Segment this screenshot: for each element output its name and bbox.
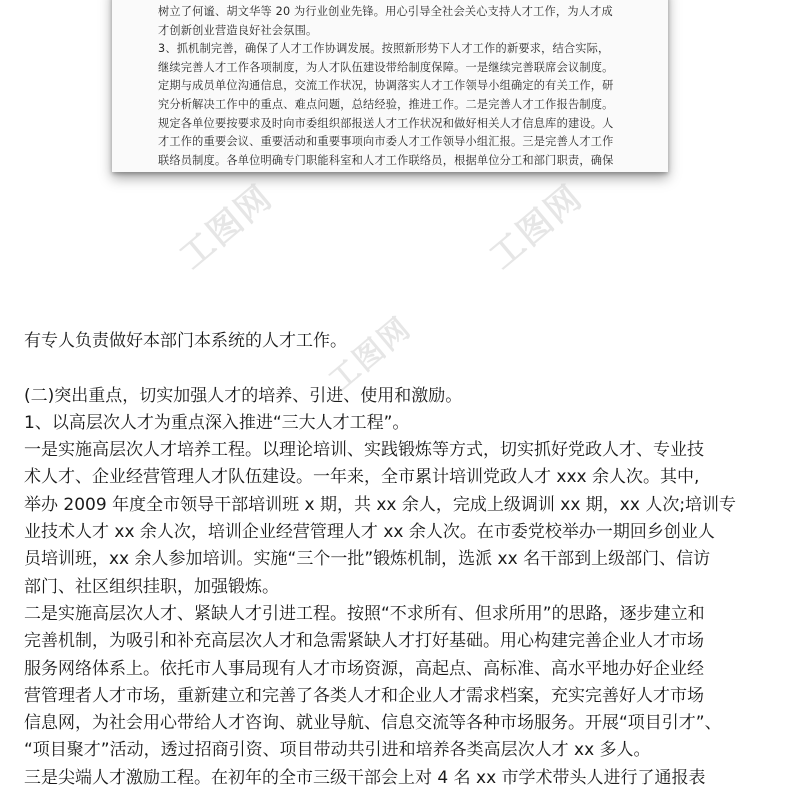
watermark: 工图网 xyxy=(322,310,419,399)
paragraph-line: “项目聚才”活动，透过招商引资、项目带动共引进和培养各类高层次人才 xx 多人。 xyxy=(24,740,651,761)
paragraph-line: 术人才、企业经营管理人才队伍建设。一年来，全市累计培训党政人才 xxx 余人次。其中, xyxy=(24,467,700,488)
preview-line: 定期与成员单位沟通信息，交流工作状况，协调落实人才工作领导小组确定的有关工作，研 xyxy=(158,79,614,93)
paragraph-line: 信息网，为社会用心带给人才咨询、就业导航、信息交流等各种市场服务。开展“项目引才”、 xyxy=(24,713,722,734)
document-body xyxy=(24,328,784,792)
paragraph-line: 有专人负责做好本部门本系统的人才工作。 xyxy=(24,331,347,351)
preview-line: 3、抓机制完善，确保了人才工作协调发展。按照新形势下人才工作的新要求，结合实际， xyxy=(158,42,610,56)
preview-line: 才创新创业营造良好社会氛围。 xyxy=(158,23,318,37)
paragraph-line: 服务网络体系上。依托市人事局现有人才市场资源，高起点、高标准、高水平地办好企业经 xyxy=(24,658,704,679)
paragraph-line: 部门、社区组织挂职，加强锻炼。 xyxy=(24,576,279,597)
section-heading: (二)突出重点，切实加强人才的培养、引进、使用和激励。 xyxy=(24,385,463,406)
watermark: 工图网 xyxy=(172,177,281,278)
preview-line: 究分析解决工作中的重点、难点问题，总结经验，推进工作。二是完善人才工作报告制度。 xyxy=(158,97,614,111)
preview-line: 规定各单位要按要求及时向市委组织部报送人才工作状况和做好相关人才信息库的建设。人 xyxy=(158,116,614,130)
paragraph-line: 一是实施高层次人才培养工程。以理论培训、实践锻炼等方式，切实抓好党政人才、专业技 xyxy=(24,440,704,461)
paragraph-line: 员培训班，xx 余人参加培训。实施“三个一批”锻炼机制，选派 xx 名干部到上级部门、信访 xyxy=(24,549,711,570)
document-preview-image xyxy=(112,0,668,172)
preview-line: 树立了何谧、胡文华等 20 为行业创业先锋。用心引导全社会关心支持人才工作，为人才成 xyxy=(158,5,613,18)
preview-line: 联络员制度。各单位明确专门职能科室和人才工作联络员，根据单位分工和部门职责，确保 xyxy=(158,153,614,167)
paragraph-line: 完善机制，为吸引和补充高层次人才和急需紧缺人才打好基础。用心构建完善企业人才市场 xyxy=(24,631,704,652)
watermark: 工图网 xyxy=(482,177,591,278)
paragraph-line: 业技术人才 xx 余人次，培训企业经营管理人才 xx 余人次。在市委党校举办一期回乡创业人 xyxy=(24,522,715,543)
paragraph-line: 举办 2009 年度全市领导干部培训班 x 期，共 xx 余人，完成上级调训 xx 期，xx 人次;培训专 xyxy=(24,494,737,515)
paragraph-gap xyxy=(24,355,784,382)
subsection-heading: 1、以高层次人才为重点深入推进“三大人才工程”。 xyxy=(24,412,410,433)
preview-line: 才工作的重要会议、重要活动和重要事项向市委人才工作领导小组汇报。三是完善人才工作 xyxy=(158,135,614,149)
paragraph-line: 营管理者人才市场，重新建立和完善了各类人才和企业人才需求档案，充实完善好人才市场 xyxy=(24,685,704,706)
preview-line: 继续完善人才工作各项制度，为人才队伍建设带给制度保障。一是继续完善联席会议制度。 xyxy=(158,60,614,74)
paragraph-line: 二是实施高层次人才、紧缺人才引进工程。按照“不求所有、但求所用”的思路，逐步建立和 xyxy=(24,603,705,624)
paragraph-line: 三是尖端人才激励工程。在初年的全市三级干部会上对 4 名 xx 市学术带头人进行了通报表 xyxy=(24,767,706,788)
preview-text-block xyxy=(158,3,634,170)
